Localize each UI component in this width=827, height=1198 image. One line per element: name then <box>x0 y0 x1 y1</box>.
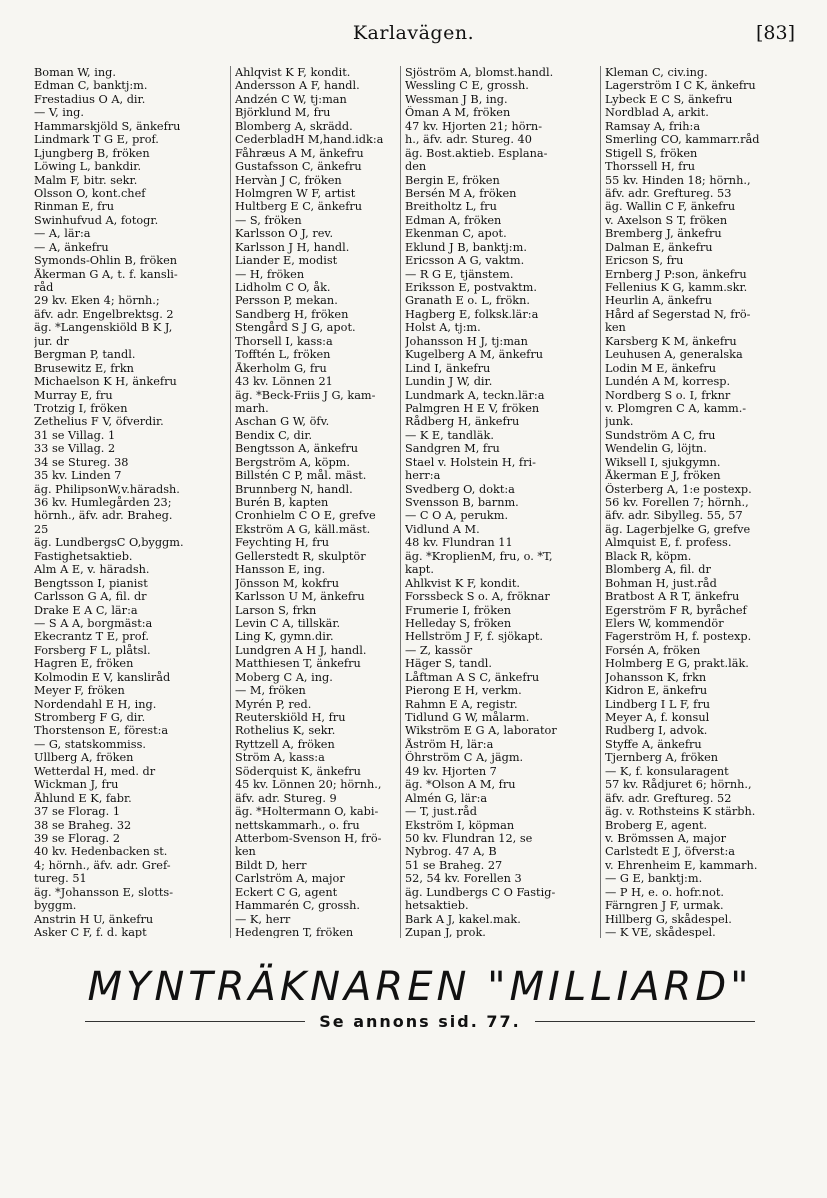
directory-entry: Rådberg H, änkefru <box>405 415 520 429</box>
directory-entry: CederbladH M,hand.idk:a <box>235 133 384 147</box>
directory-entry: Bengtsson I, pianist <box>34 576 148 590</box>
directory-entry: marh. <box>235 401 269 415</box>
directory-entry: Matthiesen T, änkefru <box>235 657 361 671</box>
directory-entry: — T, just.råd <box>405 805 478 819</box>
directory-entry: 34 se Stureg. 38 <box>34 455 129 469</box>
directory-entry: Persson P, mekan. <box>235 294 338 308</box>
directory-entry: Bengtsson A, änkefru <box>235 442 359 456</box>
directory-entry: Bohman H, just.råd <box>605 576 717 590</box>
directory-entry: hörnh., äfv. adr. Braheg. <box>34 509 173 523</box>
directory-entry: Ekenman C, apot. <box>405 227 507 241</box>
directory-entry: Hervàn J C, fröken <box>235 173 342 187</box>
directory-entry: Edman C, banktj:m. <box>34 79 148 93</box>
rule-right <box>535 1021 755 1022</box>
directory-entry: Sjöström A, blomst.handl. <box>405 66 554 79</box>
directory-entry: Stromberg F G, dir. <box>34 711 146 724</box>
directory-entry: Bergin E, fröken <box>405 173 500 187</box>
directory-entry: 33 se Villag. 2 <box>34 442 116 456</box>
directory-entry: Liander E, modist <box>235 254 338 268</box>
directory-entry: Wickman J, fru <box>34 778 119 792</box>
directory-entry: Stigell S, fröken <box>605 146 698 160</box>
directory-entry: Lidholm C O, åk. <box>235 281 331 294</box>
directory-entry: Rinman E, fru <box>34 200 114 214</box>
directory-entry: Brunnberg N, handl. <box>235 482 353 496</box>
directory-entry: Ekström I, köpman <box>405 818 515 832</box>
directory-entry: Stael v. Holstein H, fri- <box>405 455 536 469</box>
directory-entry: äg. Lundbergs C O Fastig- <box>405 885 556 899</box>
directory-entry: äg. PhilipsonW,v.häradsh. <box>34 482 180 496</box>
directory-entry: äg. *Olson A M, fru <box>405 778 516 792</box>
directory-entry: Björklund M, fru <box>235 106 331 120</box>
directory-entry: Wessman J B, ing. <box>405 92 508 106</box>
directory-entry: Åkerman G A, t. f. kansli- <box>34 267 178 281</box>
directory-entry: äfv. adr. Greftureg. 53 <box>605 186 732 200</box>
directory-entry: — K, herr <box>235 912 291 926</box>
directory-entry: Breitholtz L, fru <box>405 200 497 214</box>
directory-entry: Blomberg A, skrädd. <box>235 119 353 133</box>
directory-entry: Malm F, bitr. sekr. <box>34 173 138 187</box>
directory-entry: Holmgren W F, artist <box>235 186 356 200</box>
directory-entry: 47 kv. Hjorten 21; hörn- <box>405 119 543 133</box>
directory-entry: 38 se Braheg. 32 <box>34 818 132 832</box>
directory-entry: Forsén A, fröken <box>605 643 701 657</box>
directory-entry: Åström H, lär:a <box>405 737 494 751</box>
directory-entry: Dalman E, änkefru <box>605 240 713 254</box>
directory-entry: Ericsson A G, vaktm. <box>405 254 525 268</box>
directory-entry: h., äfv. adr. Stureg. 40 <box>405 133 532 147</box>
directory-entry: Reuterskiöld H, fru <box>235 711 346 724</box>
directory-entry: Billstén C P, mål. mäst. <box>235 469 367 483</box>
directory-entry: 51 se Braheg. 27 <box>405 858 503 872</box>
directory-entry: Karlsson U M, änkefru <box>235 590 365 604</box>
directory-entry: — M, fröken <box>235 684 306 698</box>
directory-entry: Almquist E, f. profess. <box>605 536 732 550</box>
directory-entry: Myrén P, red. <box>235 697 312 711</box>
directory-entry: Ramsay A, frih:a <box>605 119 701 133</box>
directory-entry: Ahlkvist K F, kondit. <box>405 576 521 590</box>
directory-entry: Zupan J, prok. <box>405 926 486 938</box>
directory-entry: Elers W, kommendör <box>605 616 724 630</box>
directory-entry: Åkerholm G, fru <box>235 361 327 375</box>
directory-entry: Helleday S, fröken <box>405 616 512 630</box>
directory-entry: Wetterdal H, med. dr <box>34 764 156 778</box>
directory-column-1 <box>30 66 230 938</box>
advertisement-reference <box>40 1012 800 1031</box>
directory-entry: Burén B, kapten <box>235 496 329 509</box>
directory-entry: Black R, köpm. <box>605 549 692 563</box>
directory-entry: Ullberg A, fröken <box>34 751 134 765</box>
directory-entry: v. Ehrenheim E, kammarh. <box>605 858 758 872</box>
directory-entry: — K VE, skådespel. <box>605 926 716 938</box>
directory-entry: — A, lär:a <box>34 227 91 241</box>
directory-entry: Moberg C A, ing. <box>235 670 333 684</box>
directory-entry: junk. <box>605 415 634 429</box>
directory-entry: 48 kv. Flundran 11 <box>405 536 513 550</box>
directory-entry: Svensson B, barnm. <box>405 496 519 509</box>
directory-entry: Nybrog. 47 A, B <box>405 845 497 859</box>
directory-entry: Bergman P, tandl. <box>34 348 136 362</box>
directory-entry: Andzén C W, tj:man <box>235 92 347 106</box>
directory-entry: Andersson A F, handl. <box>235 79 360 93</box>
directory-entry: 4; hörnh., äfv. adr. Gref- <box>34 858 171 872</box>
directory-entry: Nordendahl E H, ing. <box>34 697 157 711</box>
directory-entry: 39 se Florag. 2 <box>34 831 121 845</box>
directory-entry: Lundén A M, korresp. <box>605 375 731 389</box>
directory-entry: Lundmark A, teckn.lär:a <box>405 388 545 402</box>
directory-entry: Holmberg E G, prakt.läk. <box>605 657 749 671</box>
directory-entry: — S, fröken <box>235 213 302 227</box>
directory-entry: Cronhielm C O E, grefve <box>235 509 376 523</box>
directory-entry: äg. *Holtermann O, kabi- <box>235 805 379 819</box>
directory-entry: Öman A M, fröken <box>405 106 511 120</box>
directory-entry: Drake E A C, lär:a <box>34 603 138 617</box>
directory-entry: Alm A E, v. häradsh. <box>34 563 150 577</box>
directory-entry: Aschan G W, öfv. <box>235 415 330 429</box>
directory-entry: Tofftén L, fröken <box>235 348 331 362</box>
directory-entry: äg. LundbergsC O,byggm. <box>34 536 184 550</box>
directory-entry: Lagerström I C K, änkefru <box>605 79 756 93</box>
directory-entry: Ryttzell A, fröken <box>235 737 335 751</box>
directory-column-3 <box>400 66 600 938</box>
directory-entry: ken <box>235 845 256 859</box>
directory-entry: kapt. <box>405 563 434 577</box>
directory-entry: Hansson E, ing. <box>235 563 326 577</box>
directory-entry: Svedberg O, dokt:a <box>405 482 515 496</box>
directory-entry: Jönsson M, kokfru <box>235 576 339 590</box>
directory-entry: v. Axelson S T, fröken <box>605 213 728 227</box>
directory-entry: Karlsson O J, rev. <box>235 227 334 241</box>
directory-entry: Ericson S, fru <box>605 254 684 268</box>
directory-entry: Åkerman E J, fröken <box>605 469 721 483</box>
directory-entry: tureg. 51 <box>34 872 87 886</box>
directory-entry: Bildt D, herr <box>235 858 307 872</box>
directory-entry: Ljungberg B, fröken <box>34 146 150 160</box>
directory-entry: Asker C F, f. d. kapt <box>34 926 147 938</box>
directory-entry: Bendix C, dir. <box>235 428 313 442</box>
directory-entry: ken <box>605 321 626 335</box>
directory-entry: Gustafsson C, änkefru <box>235 160 362 174</box>
directory-entry: Vidlund A M. <box>405 522 480 536</box>
directory-entry: Egerström F R, byråchef <box>605 603 747 617</box>
directory-entry: Larson S, frkn <box>235 603 317 617</box>
directory-entry: Söderquist K, änkefru <box>235 764 361 778</box>
directory-entry: råd <box>34 281 54 294</box>
directory-entry: — C O A, perukm. <box>405 509 509 523</box>
directory-column-2 <box>230 66 400 938</box>
directory-entry: Lundgren A H J, handl. <box>235 643 367 657</box>
directory-entry: Almén G, lär:a <box>405 791 488 805</box>
directory-entry: Österberg A, 1:e postexp. <box>605 482 752 496</box>
directory-entry: Eklund J B, banktj:m. <box>405 240 527 254</box>
directory-entry: Ling K, gymn.dir. <box>235 630 334 644</box>
directory-entry: Lybeck E C S, änkefru <box>605 92 733 106</box>
directory-entry: äfv. adr. Greftureg. 52 <box>605 791 732 805</box>
directory-entry: äfv. adr. Stureg. 9 <box>235 791 337 805</box>
directory-entry: Bremberg J, änkefru <box>605 227 722 241</box>
directory-entry: äg. Lagerbjelke G, grefve <box>605 522 751 536</box>
directory-entry: Olsson O, kont.chef <box>34 186 146 200</box>
directory-entry: Wessling C E, grossh. <box>405 79 529 93</box>
directory-entry: Bratbost A R T, änkefru <box>605 590 740 604</box>
directory-entry: den <box>405 160 427 174</box>
directory-entry: Boman W, ing. <box>34 66 116 79</box>
directory-entry: Kolmodin E V, kanslіråd <box>34 670 171 684</box>
directory-entry: 43 kv. Lönnen 21 <box>235 375 333 389</box>
directory-entry: Hammarskjöld S, änkefru <box>34 119 181 133</box>
directory-entry: Ahlqvist K F, kondit. <box>235 66 351 79</box>
directory-entry: Meyer F, fröken <box>34 684 125 698</box>
directory-column-4 <box>600 66 820 938</box>
directory-entry: Smerling CO, kammarr.råd <box>605 133 760 147</box>
directory-entry: Öhrström C A, jägm. <box>405 751 524 765</box>
directory-entry: Heurlin A, änkefru <box>605 294 713 308</box>
directory-entry: äg. *Beck-Friis J G, kam- <box>235 388 376 402</box>
directory-entry: Pierong E H, verkm. <box>405 684 522 698</box>
advertisement-title: MYNTRÄKNAREN "MILLIARD" <box>87 964 753 1010</box>
directory-entry: — A, änkefru <box>34 240 109 254</box>
directory-entry: Wiksell I, sjukgymn. <box>605 455 721 469</box>
directory-entry: nettskammarh., o. fru <box>235 818 360 832</box>
page-header <box>0 22 827 62</box>
directory-entry: Broberg E, agent. <box>605 818 708 832</box>
directory-entry: Wendelin G, löjtn. <box>605 442 707 456</box>
directory-entry: v. Plomgren C A, kamm.- <box>605 401 747 415</box>
directory-entry: — K, f. konsularagent <box>605 764 729 778</box>
directory-entry: Brusewitz E, frkn <box>34 361 134 375</box>
directory-entry: Hultberg E C, änkefru <box>235 200 363 214</box>
directory-entry: Lindberg I L F, fru <box>605 697 711 711</box>
directory-entry: Kugelberg A M, änkefru <box>405 348 544 362</box>
directory-entry: Lundin J W, dir. <box>405 375 493 389</box>
directory-entry: Hagberg E, folksk.lär:a <box>405 307 539 321</box>
directory-entry: Leuhusen A, generalska <box>605 348 743 362</box>
directory-entry: Thorsell I, kass:a <box>235 334 333 348</box>
directory-entry: Låftman A S C, änkefru <box>405 670 540 684</box>
directory-entry: äfv. adr. Engelbrektsg. 2 <box>34 307 174 321</box>
directory-entry: Sandberg H, fröken <box>235 307 349 321</box>
directory-entry: Wikström E G A, laborator <box>405 724 557 738</box>
directory-entry: Kidron E, änkefru <box>605 684 708 698</box>
directory-entry: jur. dr <box>34 334 69 348</box>
page-number: [83] <box>755 22 795 44</box>
directory-entry: Styffe A, änkefru <box>605 737 702 751</box>
directory-entry: Carlsson G A, fil. dr <box>34 590 147 604</box>
directory-entry: Thorstenson E, förest:a <box>34 724 169 738</box>
directory-entry: Johansson H J, tj:man <box>405 334 528 348</box>
directory-entry: Swinhufvud A, fotogr. <box>34 213 159 227</box>
directory-entry: v. Brömssen A, major <box>605 831 727 845</box>
directory-entry: 55 kv. Hinden 18; hörnh., <box>605 173 751 187</box>
directory-entry: Rothelius K, sekr. <box>235 724 336 738</box>
directory-entry: Åhlund E K, fabr. <box>34 791 132 805</box>
directory-entry: Edman A, fröken <box>405 213 502 227</box>
directory-entry: 49 kv. Hjorten 7 <box>405 764 497 778</box>
directory-entry: Anstrin H U, änkefru <box>34 912 154 926</box>
directory-entry: Carlström A, major <box>235 872 345 886</box>
directory-entry: Meyer A, f. konsul <box>605 711 710 724</box>
directory-entry: äg. v. Rothsteins K stärbh. <box>605 805 756 819</box>
advertisement-subtitle: Se annons sid. 77. <box>319 1012 521 1031</box>
directory-entry: 25 <box>34 522 49 536</box>
directory-entry: 29 kv. Eken 4; hörnh.; <box>34 294 160 308</box>
directory-entry: — Z, kassör <box>405 643 473 657</box>
directory-entry: Löwing L, bankdir. <box>34 160 142 174</box>
directory-entry: 52, 54 kv. Forellen 3 <box>405 872 522 886</box>
directory-entry: Ernberg J P:son, änkefru <box>605 267 747 281</box>
directory-entry: Carlstedt E J, öfverst:a <box>605 845 735 859</box>
rule-left <box>85 1021 305 1022</box>
directory-entry: Rudberg I, advok. <box>605 724 708 738</box>
directory-entry: Bark A J, kakel.mak. <box>405 912 521 926</box>
directory-entry: Hammarén C, grossh. <box>235 899 361 913</box>
directory-entry: byggm. <box>34 899 77 913</box>
directory-entry: 36 kv. Humlegården 23; <box>34 496 172 509</box>
directory-entry: Sandgren M, fru <box>405 442 500 456</box>
directory-entry: 37 se Florag. 1 <box>34 805 121 819</box>
directory-entry: — G, statskommiss. <box>34 737 146 751</box>
directory-entry: Trotzig I, fröken <box>34 401 128 415</box>
directory-entry: Palmgren H E V, fröken <box>405 401 540 415</box>
directory-entry: Levin C A, tillskär. <box>235 616 341 630</box>
directory-entry: Symonds-Ohlin B, fröken <box>34 254 178 268</box>
directory-entry: Bersén M A, fröken <box>405 186 517 200</box>
directory-entry: Fellenius K G, kamm.skr. <box>605 281 748 294</box>
directory-entry: Blomberg A, fil. dr <box>605 563 711 577</box>
directory-entry: Färngren J F, urmak. <box>605 899 724 913</box>
directory-entry: äg. Bost.aktieb. Esplana- <box>405 146 548 160</box>
directory-entry: äg. *KroplienM, fru, o. *T, <box>405 549 553 563</box>
directory-entry: Häger S, tandl. <box>405 657 492 671</box>
directory-entry: Sundström A C, fru <box>605 428 716 442</box>
directory-entry: Karlsson J H, handl. <box>235 240 350 254</box>
directory-entry: Tjernberg A, fröken <box>605 751 719 765</box>
directory-entry: Johansson K, frkn <box>605 670 707 684</box>
directory-entry: Eriksson E, postvaktm. <box>405 281 537 294</box>
directory-entry: Nordberg S o. I, frknr <box>605 388 731 402</box>
directory-entry: — G E, banktj:m. <box>605 872 703 886</box>
directory-entry: Frumerie I, fröken <box>405 603 512 617</box>
directory-entry: Nordblad A, arkit. <box>605 106 709 120</box>
directory-entry: 45 kv. Lönnen 20; hörnh., <box>235 778 382 792</box>
directory-entry: Fastighetsaktieb. <box>34 549 133 563</box>
directory-entry: Zethelius F V, öfverdir. <box>34 415 164 429</box>
directory-entry: äg. Wallin C F, änkefru <box>605 200 736 214</box>
directory-entry: Feychting H, fru <box>235 536 330 550</box>
directory-entry: Hellström J F, f. sjökapt. <box>405 630 543 644</box>
directory-entry: 50 kv. Flundran 12, se <box>405 831 533 845</box>
directory-entry: äg. *Johansson E, slotts- <box>34 885 174 899</box>
directory-entry: Thorssell H, fru <box>605 160 695 174</box>
directory-entry: Ekecrantz T E, prof. <box>34 630 149 644</box>
advertisement <box>40 964 800 1031</box>
directory-entry: Ekström A G, käll.mäst. <box>235 522 371 536</box>
directory-entry: Granath E o. L, frökn. <box>405 294 530 308</box>
directory-entry: äg. *Langenskiöld B K J, <box>34 321 173 335</box>
directory-entry: herr:a <box>405 469 441 483</box>
directory-entry: Fåhræus A M, änkefru <box>235 146 364 160</box>
directory-entry: hetsaktieb. <box>405 899 469 913</box>
directory-entry: Frestadius O A, dir. <box>34 92 146 106</box>
street-title: Karlavägen. <box>352 22 475 44</box>
directory-entry: Ström A, kass:a <box>235 751 325 765</box>
directory-entry: Bergström A, köpm. <box>235 455 350 469</box>
directory-entry: — H, fröken <box>235 267 305 281</box>
directory-entry: Forsberg F L, plåtsl. <box>34 643 151 657</box>
directory-entry: Karsberg K M, änkefru <box>605 334 737 348</box>
directory-entry: Eckert C G, agent <box>235 885 338 899</box>
directory-entry: — P H, e. o. hofr.not. <box>605 885 724 899</box>
directory-entry: Hård af Segerstad N, frö- <box>605 307 751 321</box>
directory-entry: Lind I, änkefru <box>405 361 491 375</box>
directory-entry: Rahmn E A, registr. <box>405 697 518 711</box>
directory-entry: Atterbom-Svenson H, frö- <box>235 831 382 845</box>
directory-entry: Hagren E, fröken <box>34 657 134 671</box>
directory-entry: — S A A, borgmäst:a <box>34 616 153 630</box>
directory-entry: 57 kv. Rådjuret 6; hörnh., <box>605 778 752 792</box>
directory-entry: Michaelson K H, änkefru <box>34 375 177 389</box>
directory-entry: Stengård S J G, apot. <box>235 321 356 335</box>
directory-entry: Hedengren T, fröken <box>235 926 354 938</box>
directory-entry: — V, ing. <box>34 106 84 120</box>
directory-entry: Fagerström H, f. postexp. <box>605 630 752 644</box>
directory-entry: Lodin M E, änkefru <box>605 361 716 375</box>
directory-entry: Tidlund G W, målarm. <box>405 711 530 724</box>
directory-entry: — R G E, tjänstem. <box>405 267 514 281</box>
directory-entry: 56 kv. Forellen 7; hörnh., <box>605 496 749 509</box>
directory-columns <box>30 66 820 938</box>
directory-entry: Lindmark T G E, prof. <box>34 133 159 147</box>
directory-entry: 31 se Villag. 1 <box>34 428 116 442</box>
directory-entry: Gellerstedt R, skulptör <box>235 549 366 563</box>
directory-entry: Holst A, tj:m. <box>405 321 481 335</box>
directory-entry: Murray E, fru <box>34 388 113 402</box>
directory-entry: Forssbeck S o. A, fröknar <box>405 590 550 604</box>
directory-entry: 40 kv. Hedenbacken st. <box>34 845 168 859</box>
directory-entry: — K E, tandläk. <box>405 428 494 442</box>
directory-entry: 35 kv. Linden 7 <box>34 469 122 483</box>
directory-entry: Hillberg G, skådespel. <box>605 912 732 926</box>
directory-entry: Kleman C, civ.ing. <box>605 66 708 79</box>
directory-entry: äfv. adr. Sibylleg. 55, 57 <box>605 509 743 523</box>
